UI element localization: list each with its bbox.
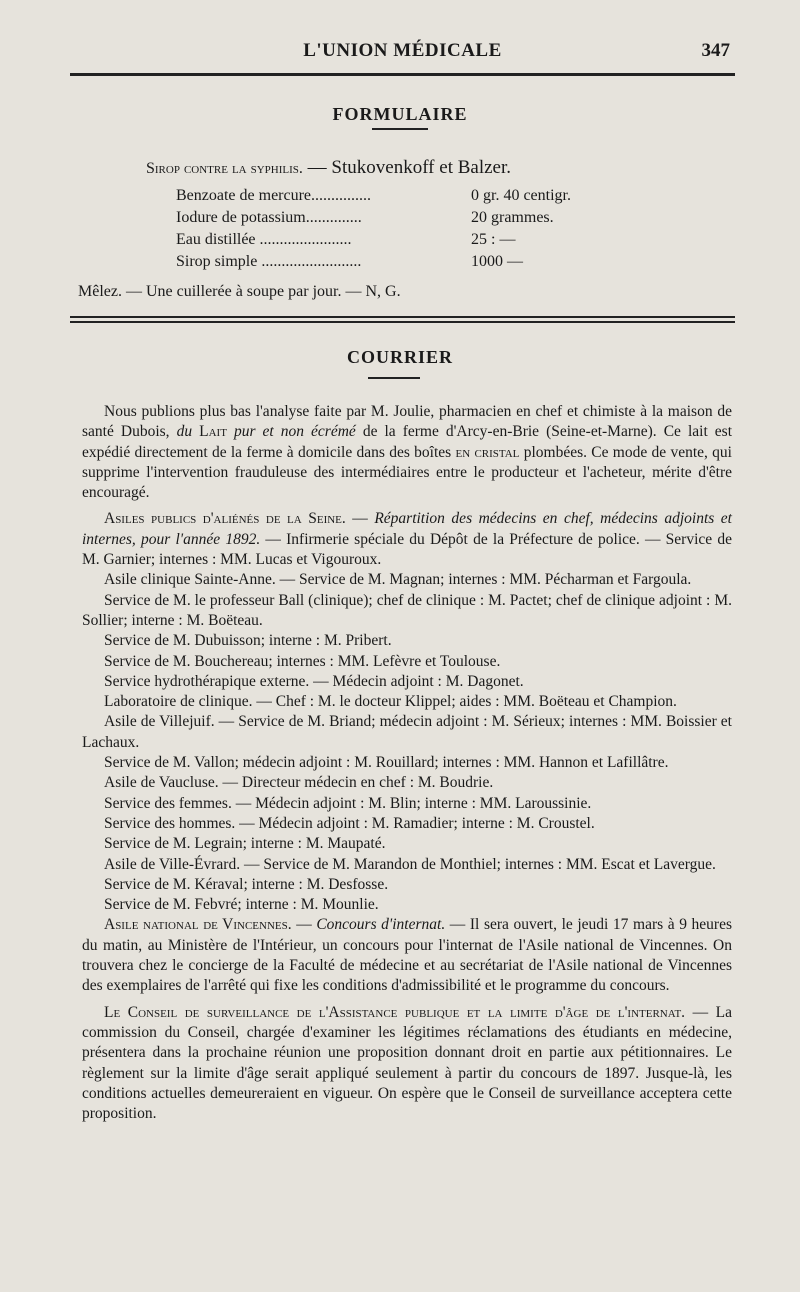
courrier-body: [82, 402, 732, 1124]
text-run: de la ferme d'Arcy-en-Brie (Seine-et-Marne). Ce lait est expédié directement de la ferme à domicile dans des boîtes: [82, 423, 733, 461]
recipe-title-authors: — Stukovenkoff et Balzer.: [302, 157, 512, 178]
paragraph-lait: [82, 402, 732, 503]
service-line: Service de M. Febvré; interne : M. Mounlie.: [104, 896, 379, 914]
service-line: Service de M. Vallon; médecin adjoint : M. Rouillard; internes : MM. Hannon et Lafillâtre.: [104, 754, 669, 772]
text-run: Nous publions plus bas l'analyse faite par M. Joulie, pharmacien en chef et chimiste à la maison de santé Dubois,: [82, 403, 732, 441]
text-run: plombées. Ce mode de vente, qui supprime l'intervention frauduleuse des intermédiaires entre le producteur et l'acheteur, mérite d'être encouragé.: [82, 443, 732, 502]
text-run: — Il sera ouvert, le jeudi 17 mars à 9 heures du matin, au Ministère de l'Intérieur, un concours pour l'internat de l'Asile national de Vincennes. On trouvera chez le concierge de la Faculté de médecine et au secrétariat de l'Asile national de Vincennes des exemplaires de l'arrêté qui fixe les conditions d'admissibilité et le programme du concours.: [82, 916, 732, 995]
section-double-rule-bottom: [70, 321, 735, 323]
paragraph-vincennes: [82, 915, 732, 996]
service-line: Service de M. Legrain; interne : M. Maupaté.: [104, 835, 386, 853]
service-line: Service des hommes. — Médecin adjoint : M. Ramadier; interne : M. Croustel.: [104, 814, 595, 832]
service-line: Asile de Ville-Évrard. — Service de M. Marandon de Monthiel; internes : MM. Escat et Lavergue.: [104, 855, 716, 873]
section-double-rule-top: [70, 316, 735, 318]
text-run-italic: du: [176, 423, 200, 441]
service-line: Service de M. Kéraval; interne : M. Desfosse.: [104, 875, 389, 893]
text-run: — La commission du Conseil, chargée d'examiner les légitimes réclamations des étudiants en médecine, présentera dans la prochaine réunion une proposition donnant droit en partie aux pétitionnaires. Le règlement sur la limite d'âge serait appliqué seulement à partir du concours de 1897. Jusque-là, les conditions actuelles demeureraient en vigueur. On espère que le Conseil de surveillance acceptera cette proposition.: [82, 1003, 732, 1123]
service-line: Service de M. Bouchereau; internes : MM. Lefèvre et Toulouse.: [104, 652, 501, 670]
courrier-underline: [368, 377, 420, 379]
service-line: Service de M. le professeur Ball (clinique); chef de clinique : M. Pactet; chef de clinique adjoint : M. Sollier; interne : M. Boëteau.: [82, 591, 732, 629]
page-number: 347: [701, 40, 730, 61]
service-line: Asile de Villejuif. — Service de M. Briand; médecin adjoint : M. Sérieux; internes : MM. Boissier et Lachaux.: [82, 713, 732, 751]
ingredient-qty: 20 grammes.: [471, 209, 554, 226]
text-run-smallcaps: Le Conseil de surveillance de l'Assistance publique et la limite d'âge de l'internat.: [104, 1003, 686, 1021]
recipe-title-smallcaps: Sirop contre la syphilis.: [146, 160, 303, 177]
paragraph-asiles: [82, 509, 732, 570]
text-run-smallcaps: Asile national de Vincennes.: [104, 916, 292, 934]
text-run-italic: pur et non écrémé: [226, 423, 356, 441]
page-header: [75, 40, 730, 68]
text-run: —: [291, 916, 317, 934]
text-run-smallcaps: Lait: [199, 423, 227, 441]
service-line: Service de M. Dubuisson; interne : M. Pribert.: [104, 632, 392, 650]
service-line: Laboratoire de clinique. — Chef : M. le docteur Klippel; aides : MM. Boëteau et Champion.: [104, 693, 677, 711]
journal-title: L'UNION MÉDICALE: [303, 40, 502, 61]
ingredient-name: Sirop simple .........................: [176, 253, 362, 270]
ingredient-name: Iodure de potassium..............: [176, 209, 362, 226]
ingredient-name: Benzoate de mercure...............: [176, 187, 372, 204]
service-line: Service hydrothérapique externe. — Médecin adjoint : M. Dagonet.: [104, 672, 524, 690]
ingredient-name: Eau distillée .......................: [176, 231, 352, 248]
ingredient-qty: 25 : —: [471, 231, 516, 248]
ingredient-qty: 1000 —: [471, 253, 523, 270]
text-run-smallcaps: Asiles publics d'aliénés de la Seine.: [104, 510, 346, 528]
text-run-italic: Concours d'internat.: [316, 916, 446, 934]
text-run: — Infirmerie spéciale du Dépôt de la Préfecture de police. — Service de M. Garnier; internes : MM. Lucas et Vigouroux.: [82, 530, 732, 569]
ingredient-qty: 0 gr. 40 centigr.: [471, 187, 571, 204]
paragraph-conseil: [82, 1003, 732, 1125]
courrier-heading: COURRIER: [346, 347, 453, 367]
service-line: Service des femmes. — Médecin adjoint : M. Blin; interne : MM. Laroussinie.: [104, 794, 592, 812]
formulaire-heading: FORMULAIRE: [332, 104, 468, 124]
service-line: Asile clinique Sainte-Anne. — Service de M. Magnan; internes : MM. Pécharman et Fargoula.: [104, 571, 692, 589]
text-run: —: [345, 510, 375, 528]
text-run-italic: Répartition des médecins en chef, médecins adjoints et internes, pour l'année 1892.: [82, 510, 732, 548]
text-run-smallcaps: en cristal: [455, 443, 520, 461]
service-line: Asile de Vaucluse. — Directeur médecin en chef : M. Boudrie.: [104, 774, 494, 792]
recipe-title: [146, 157, 511, 179]
formulaire-underline: [372, 128, 428, 130]
recipe-instructions: Mêlez. — Une cuillerée à soupe par jour. — N, G.: [78, 283, 401, 300]
header-rule: [70, 73, 735, 76]
